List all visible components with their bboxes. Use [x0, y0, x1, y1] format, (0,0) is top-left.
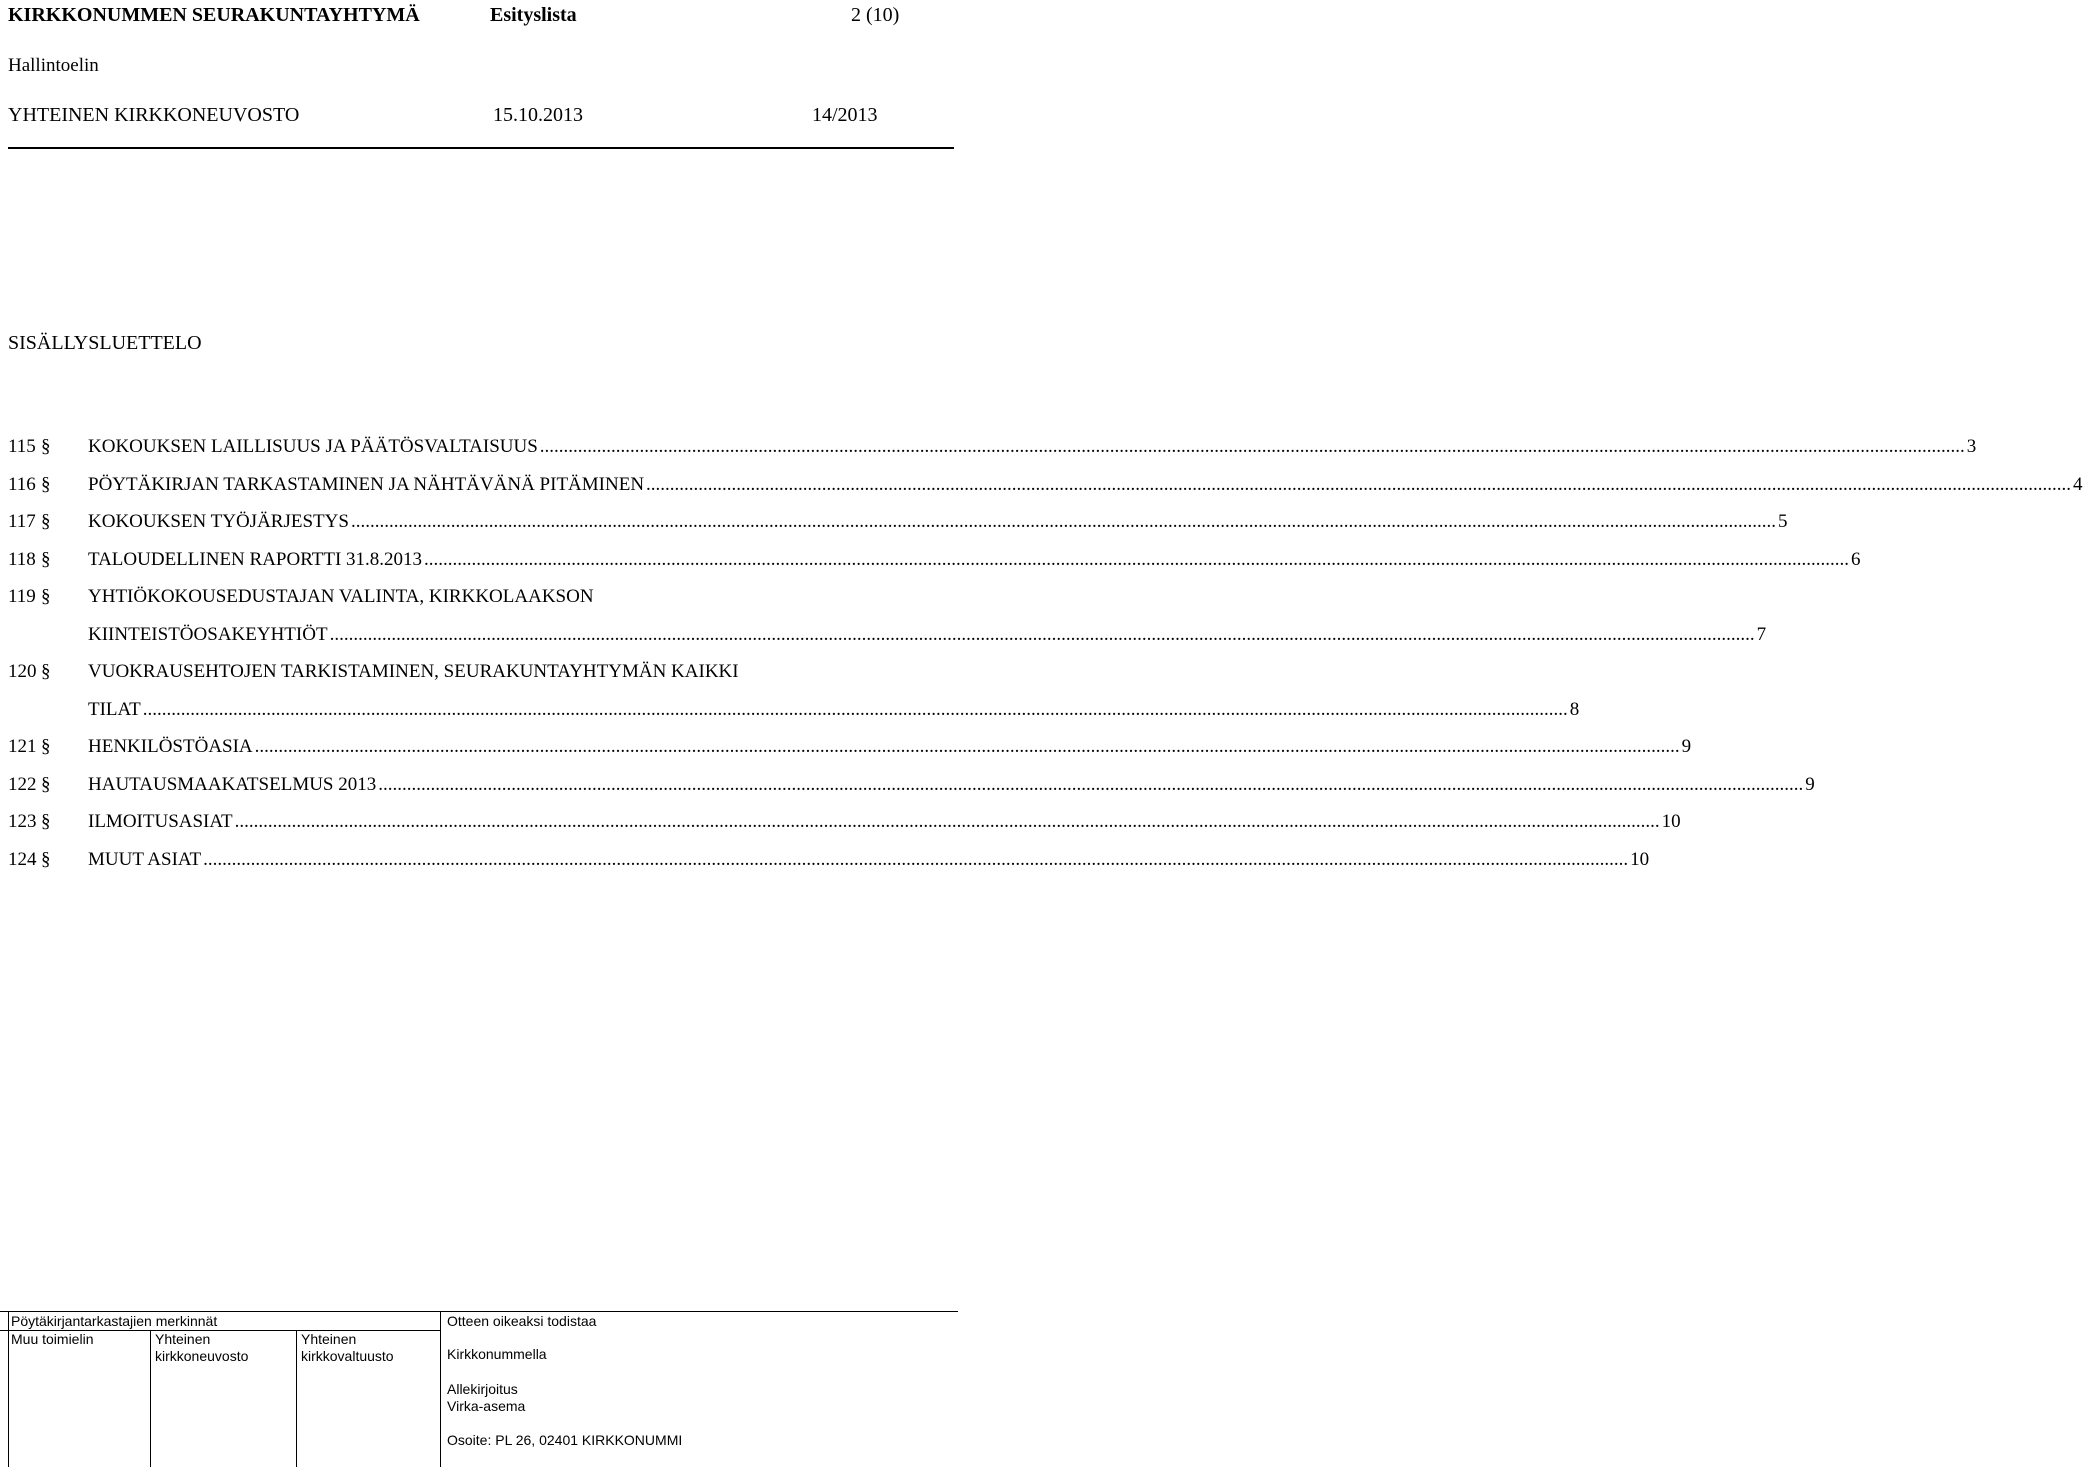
section-symbol: §: [41, 436, 51, 457]
col-assembly-line1: Yhteinen: [301, 1331, 357, 1347]
section-symbol: §: [41, 511, 51, 532]
toc-entry-number: 115: [8, 436, 36, 457]
address: Osoite: PL 26, 02401 KIRKKONUMMI: [447, 1432, 683, 1448]
certified-label: Otteen oikeaksi todistaa: [447, 1313, 597, 1329]
toc-leader-dots: ............................................................................................................................................................................................................................................................................................................: [234, 811, 1660, 832]
section-symbol: §: [41, 736, 51, 757]
toc-entry-number: 117: [8, 511, 36, 532]
toc-entry[interactable]: [8, 841, 1650, 879]
toc-entry-number: 121: [8, 736, 37, 757]
toc-entry-number: 120: [8, 661, 37, 682]
toc-entry-page: 9: [1681, 736, 1692, 757]
footer-divider: [8, 1311, 9, 1467]
section-symbol: §: [41, 548, 51, 570]
toc-entry-page: 6: [1851, 548, 1861, 570]
toc-entry-page: 3: [1966, 436, 1977, 457]
toc-leader-dots: ............................................................................................................................................................................................................................................................................................................: [539, 436, 1965, 457]
toc-leader-dots: ............................................................................................................................................................................................................................................................................................................: [203, 848, 1629, 870]
toc-entry[interactable]: [8, 541, 1861, 579]
toc-entry-title: KOKOUKSEN TYÖJÄRJESTYS: [88, 511, 349, 532]
toc-leader-dots: ............................................................................................................................................................................................................................................................................................................: [378, 773, 1804, 795]
toc-entry[interactable]: [8, 428, 1977, 466]
toc-entry-title: YHTIÖKOKOUSEDUSTAJAN VALINTA, KIRKKOLAAKSON: [88, 586, 594, 607]
col-other-body: Muu toimielin: [11, 1331, 94, 1347]
governing-body: YHTEINEN KIRKKONEUVOSTO: [8, 104, 300, 126]
position-label: Virka-asema: [447, 1398, 526, 1414]
meeting-date: 15.10.2013: [493, 104, 583, 126]
header-divider: [8, 147, 954, 149]
toc-entry-page: 7: [1756, 623, 1767, 645]
toc-entry-number: 119: [8, 586, 36, 607]
col-council-line1: Yhteinen: [155, 1331, 211, 1347]
toc-entry[interactable]: [8, 466, 2083, 504]
toc-leader-dots: ............................................................................................................................................................................................................................................................................................................: [646, 473, 2072, 495]
col-council-line2: kirkkoneuvosto: [155, 1348, 249, 1364]
section-symbol: §: [41, 586, 51, 607]
col-assembly-line2: kirkkovaltuusto: [301, 1348, 394, 1364]
toc-entry-number: 124: [8, 848, 37, 870]
section-symbol: §: [41, 811, 51, 832]
toc-entry[interactable]: [8, 803, 1681, 841]
toc-leader-dots: ............................................................................................................................................................................................................................................................................................................: [142, 698, 1568, 720]
toc-entry-title: KIINTEISTÖOSAKEYHTIÖT: [88, 623, 328, 645]
toc-entry[interactable]: [8, 503, 1788, 541]
toc-entry-number: 116: [8, 473, 36, 495]
toc-entry-title: VUOKRAUSEHTOJEN TARKISTAMINEN, SEURAKUNTAYHTYMÄN KAIKKI: [88, 661, 739, 682]
table-of-contents: [8, 428, 2083, 878]
inspectors-label: Pöytäkirjantarkastajien merkinnät: [11, 1313, 218, 1329]
toc-entry-page: 8: [1569, 698, 1580, 720]
toc-entry-page: 4: [2073, 473, 2083, 495]
section-symbol: §: [41, 848, 51, 870]
footer-divider: [150, 1330, 151, 1467]
footer: [0, 1311, 960, 1467]
toc-entry-number: 122: [8, 773, 37, 795]
toc-entry[interactable]: [8, 766, 1815, 804]
organization-name: KIRKKONUMMEN SEURAKUNTAYHTYMÄ: [8, 4, 420, 26]
toc-entry-page: 10: [1661, 811, 1681, 832]
toc-entry-page: 5: [1777, 511, 1788, 532]
toc-leader-dots: ............................................................................................................................................................................................................................................................................................................: [350, 511, 1776, 532]
toc-entry[interactable]: [8, 728, 1692, 766]
footer-top-rule: [0, 1311, 958, 1312]
sub-unit: Hallintoelin: [8, 55, 99, 76]
toc-entry-page: 9: [1805, 773, 1815, 795]
place: Kirkkonummella: [447, 1346, 547, 1362]
toc-entry-title: HAUTAUSMAAKATSELMUS 2013: [88, 773, 377, 795]
footer-divider: [440, 1311, 441, 1467]
toc-entry-title: PÖYTÄKIRJAN TARKASTAMINEN JA NÄHTÄVÄNÄ PITÄMINEN: [88, 473, 645, 495]
toc-leader-dots: ............................................................................................................................................................................................................................................................................................................: [424, 548, 1850, 570]
toc-entry[interactable]: [8, 653, 1580, 728]
toc-entry-title: TALOUDELLINEN RAPORTTI 31.8.2013: [88, 548, 423, 570]
toc-entry-title: MUUT ASIAT: [88, 848, 202, 870]
toc-leader-dots: ............................................................................................................................................................................................................................................................................................................: [254, 736, 1680, 757]
toc-entry-number: 123: [8, 811, 37, 832]
toc-entry-title: KOKOUKSEN LAILLISUUS JA PÄÄTÖSVALTAISUUS: [88, 436, 538, 457]
section-symbol: §: [41, 661, 51, 682]
meeting-number: 14/2013: [812, 104, 878, 126]
page-indicator: 2 (10): [851, 4, 900, 26]
toc-leader-dots: ............................................................................................................................................................................................................................................................................................................: [329, 623, 1755, 645]
toc-entry[interactable]: [8, 578, 1767, 653]
toc-entry-page: 10: [1630, 848, 1650, 870]
footer-divider: [296, 1330, 297, 1467]
document-type: Esityslista: [490, 4, 577, 26]
section-symbol: §: [41, 473, 51, 495]
toc-title: SISÄLLYSLUETTELO: [8, 332, 202, 354]
toc-entry-title: ILMOITUSASIAT: [88, 811, 233, 832]
toc-entry-title: HENKILÖSTÖASIA: [88, 736, 253, 757]
signature-label: Allekirjoitus: [447, 1381, 518, 1397]
section-symbol: §: [41, 773, 51, 795]
toc-entry-title: TILAT: [88, 698, 141, 720]
toc-entry-number: 118: [8, 548, 36, 570]
